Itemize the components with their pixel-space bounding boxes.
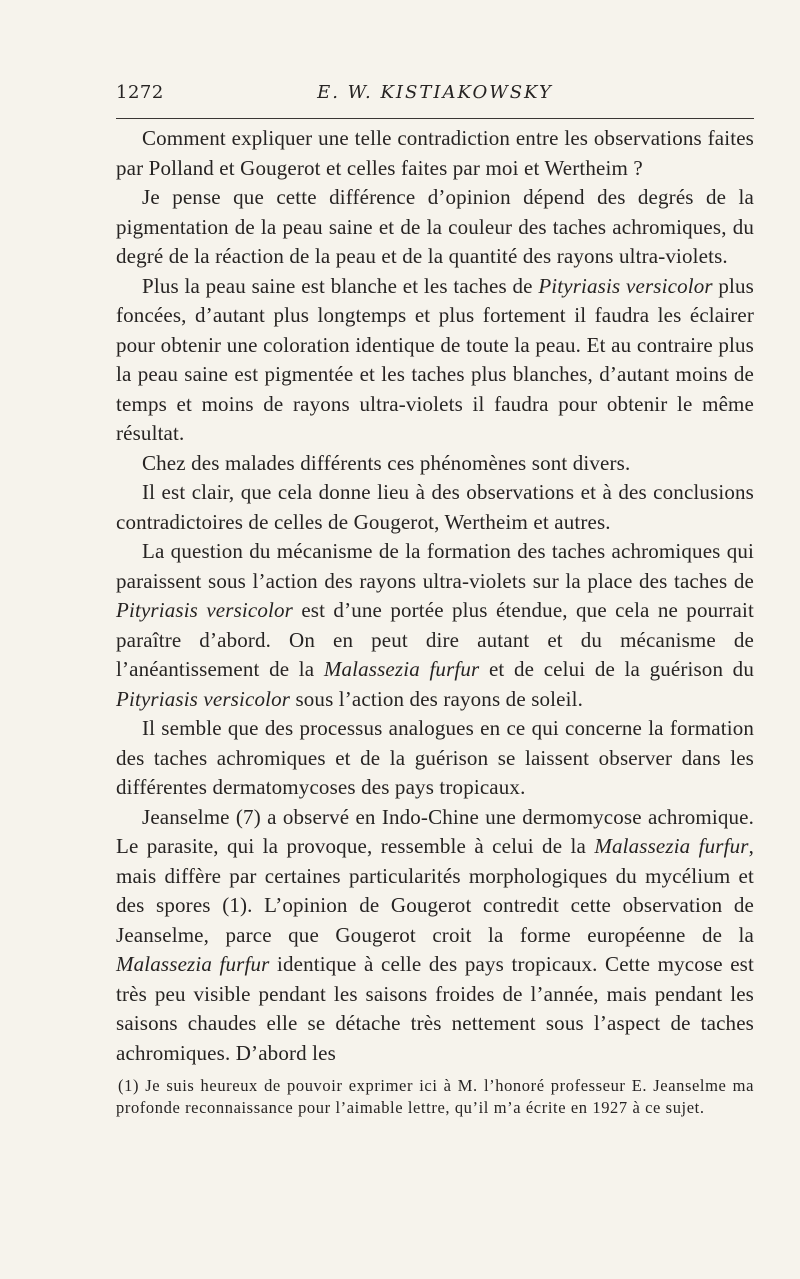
paragraph bbox=[116, 803, 754, 1069]
paragraph-text: Plus la peau saine est blanche et les taches de bbox=[142, 273, 539, 298]
header-rule bbox=[116, 118, 754, 119]
species-name: Malassezia furfur bbox=[594, 834, 749, 858]
species-name: Pityriasis versicolor bbox=[538, 273, 713, 298]
paragraph-text: , mais diffère par certaines particularités morphologiques du mycélium et des spores (1). L’opinion de Gougerot contredit cette observation de Jeanselme, parce que Gougerot croit la forme européenne de la bbox=[116, 834, 754, 947]
paragraph-text: identique à celle des pays tropicaux. Cette mycose est très peu visible pendant les saisons froides de l’année, mais pendant les saisons chaudes elle se détache très nettement sous l’aspect de taches achromiques. D’abord les bbox=[116, 952, 754, 1065]
paragraph-text: La question du mécanisme de la formation des taches achromiques qui paraissent sous l’action des rayons ultra-violets sur la place des taches de bbox=[116, 539, 754, 593]
paragraph bbox=[116, 183, 754, 272]
species-name: Malassezia furfur bbox=[116, 952, 270, 976]
paragraph-text: est d’une portée plus étendue, que cela ne pourrait paraître d’abord. On en peut dire autant et du mécanisme de l’anéantissement de la bbox=[116, 598, 754, 681]
paragraph bbox=[116, 537, 754, 714]
paragraph-text: Je pense que cette différence d’opinion dépend des degrés de la pigmentation de la peau saine et de la couleur des taches achromiques, du degré de la réaction de la peau et de la quantité des rayons ultra-violets. bbox=[116, 185, 754, 268]
species-name: Malassezia furfur bbox=[323, 657, 480, 681]
paragraph bbox=[116, 449, 754, 479]
paragraph-text: et de celui de la guérison du bbox=[479, 657, 754, 681]
footnote-text: (1) Je suis heureux de pouvoir exprimer ici à M. l’honoré professeur E. Jeanselme ma profonde reconnaissance pour l’aimable lettre, qu’il m’a écrite en 1927 à ce sujet. bbox=[116, 1076, 754, 1117]
paragraph-text: plus foncées, d’autant plus longtemps et plus fortement il faudra les éclairer pour obtenir une coloration identique de toute la peau. Et au contraire plus la peau saine est pigmentée et les taches plus blanches, d’autant moins de temps et moins de rayons ultra-violets il faudra pour obtenir le même résultat. bbox=[116, 273, 754, 445]
footnote bbox=[116, 1075, 754, 1119]
running-head: E. W. KISTIAKOWSKY bbox=[317, 82, 553, 103]
paragraph bbox=[116, 124, 754, 183]
paragraph bbox=[116, 714, 754, 803]
page-number: 1272 bbox=[116, 82, 164, 103]
species-name: Pityriasis versicolor bbox=[116, 598, 293, 622]
paragraph bbox=[116, 272, 754, 449]
paragraph-text: Chez des malades différents ces phénomènes sont divers. bbox=[142, 450, 631, 475]
paragraph-text: Jeanselme (7) a observé en Indo-Chine une dermomycose achromique. Le parasite, qui la provoque, ressemble à celui de la bbox=[116, 804, 754, 858]
paragraph-text: Comment expliquer une telle contradiction entre les observations faites par Polland et Gougerot et celles faites par moi et Wertheim ? bbox=[116, 126, 754, 180]
paragraph bbox=[116, 478, 754, 537]
paragraph-text: Il semble que des processus analogues en ce qui concerne la formation des taches achromiques et de la guérison se laissent observer dans les différentes dermatomycoses des pays tropicaux. bbox=[116, 716, 754, 799]
paragraph-text: sous l’action des rayons de soleil. bbox=[290, 686, 583, 711]
body-text bbox=[116, 124, 754, 1068]
paragraph-text: Il est clair, que cela donne lieu à des observations et à des conclusions contradictoires de celles de Gougerot, Wertheim et autres. bbox=[116, 480, 754, 534]
species-name: Pityriasis versicolor bbox=[116, 686, 291, 711]
page-header bbox=[116, 82, 754, 106]
